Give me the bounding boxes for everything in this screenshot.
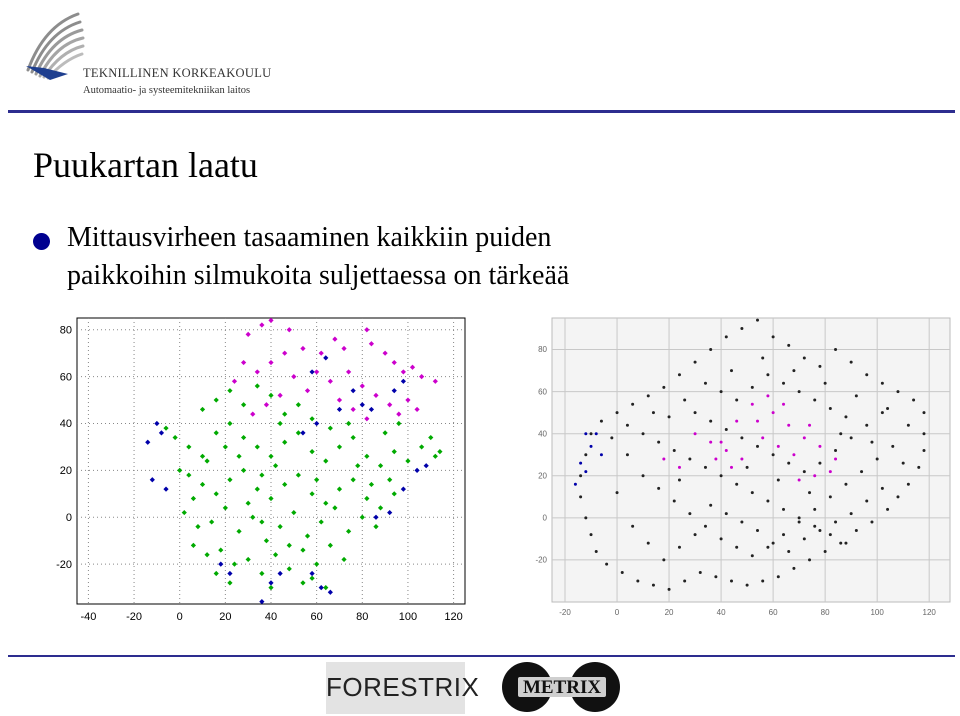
- data-point: [782, 403, 785, 406]
- data-point: [709, 348, 712, 351]
- data-point: [772, 453, 775, 456]
- data-point: [751, 386, 754, 389]
- data-point: [870, 441, 873, 444]
- data-point: [740, 457, 743, 460]
- data-point: [683, 399, 686, 402]
- y-tick-label: 20: [538, 471, 547, 481]
- data-point: [631, 403, 634, 406]
- department-name: Automaatio- ja systeemitekniikan laitos: [83, 85, 251, 96]
- data-point: [881, 411, 884, 414]
- data-point: [720, 537, 723, 540]
- data-point: [756, 319, 759, 322]
- data-point: [735, 546, 738, 549]
- data-point: [600, 453, 603, 456]
- x-tick-label: 100: [870, 608, 884, 617]
- university-name: TEKNILLINEN KORKEAKOULU: [83, 66, 272, 80]
- data-point: [761, 356, 764, 359]
- data-point: [584, 453, 587, 456]
- data-point: [616, 411, 619, 414]
- data-point: [709, 504, 712, 507]
- data-point: [761, 579, 764, 582]
- data-point: [662, 558, 665, 561]
- data-point: [792, 369, 795, 372]
- data-point: [636, 579, 639, 582]
- data-point: [688, 457, 691, 460]
- data-point: [579, 474, 582, 477]
- y-tick-label: 40: [59, 418, 72, 431]
- data-point: [725, 428, 728, 431]
- data-point: [860, 470, 863, 473]
- data-point: [694, 411, 697, 414]
- data-point: [855, 394, 858, 397]
- data-point: [922, 432, 925, 435]
- data-point: [746, 466, 749, 469]
- data-point: [855, 529, 858, 532]
- data-point: [694, 361, 697, 364]
- data-point: [652, 584, 655, 587]
- data-point: [725, 335, 728, 338]
- data-point: [912, 399, 915, 402]
- data-point: [870, 521, 873, 524]
- x-tick-label: 120: [444, 611, 463, 623]
- data-point: [730, 579, 733, 582]
- data-point: [902, 462, 905, 465]
- data-point: [850, 436, 853, 439]
- data-point: [850, 361, 853, 364]
- data-point: [798, 390, 801, 393]
- slide-title: Puukartan laatu: [33, 145, 258, 185]
- header-divider: [8, 110, 955, 113]
- x-tick-label: 60: [768, 608, 778, 617]
- data-point: [907, 483, 910, 486]
- data-point: [876, 457, 879, 460]
- data-point: [839, 542, 842, 545]
- data-point: [673, 500, 676, 503]
- data-point: [709, 420, 712, 423]
- data-point: [818, 445, 821, 448]
- data-point: [725, 449, 728, 452]
- data-point: [907, 424, 910, 427]
- data-point: [694, 533, 697, 536]
- data-point: [787, 344, 790, 347]
- data-point: [881, 382, 884, 385]
- data-point: [678, 478, 681, 481]
- data-point: [896, 495, 899, 498]
- data-point: [605, 563, 608, 566]
- x-tick-label: 120: [922, 608, 936, 617]
- data-point: [766, 500, 769, 503]
- data-point: [584, 516, 587, 519]
- data-point: [834, 457, 837, 460]
- data-point: [818, 462, 821, 465]
- y-tick-label: 80: [538, 345, 547, 355]
- x-tick-label: 80: [356, 611, 369, 623]
- data-point: [772, 542, 775, 545]
- data-point: [595, 432, 598, 435]
- data-point: [803, 356, 806, 359]
- data-point: [922, 411, 925, 414]
- data-point: [808, 491, 811, 494]
- data-point: [590, 533, 593, 536]
- data-point: [740, 521, 743, 524]
- data-point: [746, 584, 749, 587]
- y-tick-label: 80: [59, 324, 72, 337]
- data-point: [782, 533, 785, 536]
- data-point: [694, 432, 697, 435]
- data-point: [735, 420, 738, 423]
- y-tick-label: 60: [538, 387, 547, 397]
- data-point: [829, 470, 832, 473]
- data-point: [720, 390, 723, 393]
- data-point: [756, 529, 759, 532]
- footer-divider: [8, 655, 955, 657]
- data-point: [704, 466, 707, 469]
- data-point: [678, 466, 681, 469]
- data-point: [834, 449, 837, 452]
- y-tick-label: 20: [59, 465, 72, 478]
- data-point: [787, 424, 790, 427]
- data-point: [798, 516, 801, 519]
- data-point: [662, 386, 665, 389]
- data-point: [818, 529, 821, 532]
- bullet-text-line-2: paikkoihin silmukoita suljettaessa on tärkeää: [67, 260, 570, 291]
- data-point: [704, 382, 707, 385]
- data-point: [714, 457, 717, 460]
- data-point: [891, 445, 894, 448]
- data-point: [730, 466, 733, 469]
- data-point: [579, 495, 582, 498]
- tkk-logo-icon: [10, 8, 90, 88]
- data-point: [652, 411, 655, 414]
- data-point: [824, 550, 827, 553]
- x-tick-label: 100: [398, 611, 418, 623]
- data-point: [803, 470, 806, 473]
- y-tick-label: 60: [59, 371, 72, 384]
- data-point: [647, 542, 650, 545]
- data-point: [704, 525, 707, 528]
- data-point: [787, 550, 790, 553]
- data-point: [740, 436, 743, 439]
- data-point: [813, 399, 816, 402]
- data-point: [813, 525, 816, 528]
- data-point: [766, 546, 769, 549]
- data-point: [777, 478, 780, 481]
- data-point: [673, 449, 676, 452]
- data-point: [720, 441, 723, 444]
- data-point: [917, 466, 920, 469]
- x-tick-label: -20: [559, 608, 571, 617]
- y-tick-label: 0: [542, 513, 547, 523]
- x-tick-label: -40: [80, 611, 97, 623]
- metrix-logo-text: METRIX: [522, 677, 602, 698]
- data-point: [798, 521, 801, 524]
- data-point: [803, 436, 806, 439]
- y-tick-label: 40: [538, 429, 547, 439]
- data-point: [631, 525, 634, 528]
- data-point: [668, 415, 671, 418]
- data-point: [782, 508, 785, 511]
- data-point: [813, 474, 816, 477]
- x-tick-label: 40: [716, 608, 726, 617]
- y-tick-label: 0: [65, 511, 72, 524]
- data-point: [647, 394, 650, 397]
- data-point: [813, 508, 816, 511]
- data-point: [626, 453, 629, 456]
- data-point: [922, 449, 925, 452]
- data-point: [844, 415, 847, 418]
- data-point: [777, 445, 780, 448]
- data-point: [772, 411, 775, 414]
- data-point: [709, 441, 712, 444]
- data-point: [865, 373, 868, 376]
- plot-area: [552, 318, 950, 602]
- data-point: [881, 487, 884, 490]
- data-point: [642, 432, 645, 435]
- data-point: [865, 500, 868, 503]
- data-point: [714, 575, 717, 578]
- data-point: [735, 399, 738, 402]
- data-point: [616, 491, 619, 494]
- data-point: [850, 512, 853, 515]
- data-point: [600, 420, 603, 423]
- data-point: [829, 407, 832, 410]
- x-tick-label: 40: [264, 611, 278, 623]
- data-point: [621, 571, 624, 574]
- data-point: [730, 369, 733, 372]
- data-point: [579, 462, 582, 465]
- x-tick-label: -20: [126, 611, 143, 623]
- data-point: [896, 390, 899, 393]
- forestrix-logo-text: FORESTRIX: [326, 672, 480, 702]
- data-point: [688, 512, 691, 515]
- x-tick-label: 60: [310, 611, 323, 623]
- data-point: [590, 432, 593, 435]
- data-point: [808, 558, 811, 561]
- data-point: [657, 441, 660, 444]
- data-point: [777, 575, 780, 578]
- data-point: [829, 495, 832, 498]
- x-tick-label: 20: [664, 608, 674, 617]
- data-point: [839, 432, 842, 435]
- x-tick-label: 20: [219, 611, 232, 623]
- bullet-text-line-1: Mittausvirheen tasaaminen kaikkiin puiden: [67, 222, 552, 253]
- data-point: [626, 424, 629, 427]
- data-point: [818, 365, 821, 368]
- data-point: [683, 579, 686, 582]
- y-tick-label: -20: [56, 558, 72, 571]
- data-point: [610, 436, 613, 439]
- data-point: [792, 567, 795, 570]
- x-tick-label: 80: [820, 608, 830, 617]
- x-tick-label: 0: [176, 611, 183, 623]
- data-point: [751, 554, 754, 557]
- right-scatter-plot: [520, 315, 955, 620]
- data-point: [657, 487, 660, 490]
- data-point: [595, 550, 598, 553]
- metrix-logo: [500, 660, 625, 714]
- data-point: [792, 453, 795, 456]
- bullet-marker: [33, 233, 50, 250]
- data-point: [834, 348, 837, 351]
- y-tick-label: -20: [535, 555, 547, 565]
- data-point: [720, 474, 723, 477]
- data-point: [798, 478, 801, 481]
- data-point: [766, 373, 769, 376]
- data-point: [766, 394, 769, 397]
- data-point: [756, 420, 759, 423]
- data-point: [740, 327, 743, 330]
- data-point: [803, 537, 806, 540]
- data-point: [574, 483, 577, 486]
- data-point: [751, 491, 754, 494]
- data-point: [761, 436, 764, 439]
- data-point: [834, 521, 837, 524]
- data-point: [808, 424, 811, 427]
- data-point: [642, 474, 645, 477]
- data-point: [590, 445, 593, 448]
- data-point: [787, 462, 790, 465]
- data-point: [725, 512, 728, 515]
- data-point: [829, 533, 832, 536]
- data-point: [735, 483, 738, 486]
- data-point: [584, 470, 587, 473]
- data-point: [668, 588, 671, 591]
- x-tick-label: 0: [614, 608, 620, 617]
- data-point: [865, 424, 868, 427]
- data-point: [886, 407, 889, 410]
- data-point: [662, 457, 665, 460]
- data-point: [699, 571, 702, 574]
- data-point: [756, 445, 759, 448]
- data-point: [584, 432, 587, 435]
- data-point: [772, 335, 775, 338]
- data-point: [678, 546, 681, 549]
- data-point: [844, 483, 847, 486]
- data-point: [824, 382, 827, 385]
- data-point: [844, 542, 847, 545]
- data-point: [782, 382, 785, 385]
- data-point: [751, 403, 754, 406]
- data-point: [678, 373, 681, 376]
- data-point: [886, 508, 889, 511]
- left-scatter-plot: [45, 315, 470, 625]
